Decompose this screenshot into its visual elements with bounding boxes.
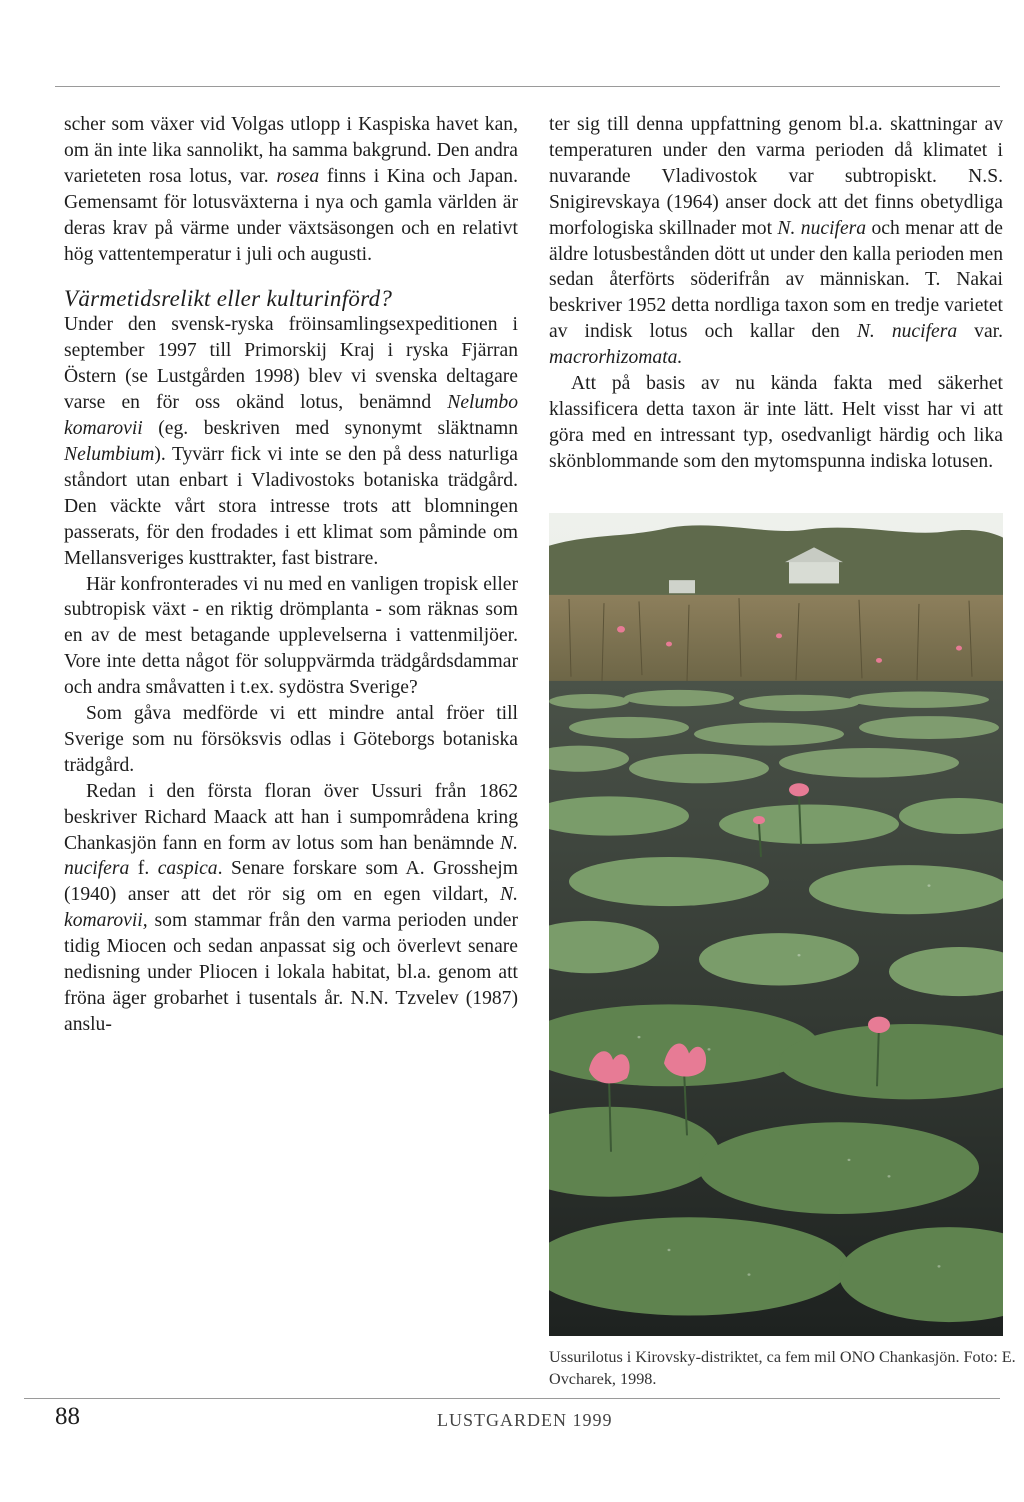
left-paragraph-3: Här konfronterades vi nu med en vanligen tropisk eller subtropisk växt - en riktig drömplanta - som räknas som en av de mest betagande upplevelserna i vattenmiljöer. Vore inte detta något för soluppvärmda trädgårdsdammar och andra småvatten i t.ex. sydöstra Sverige? [64,573,518,699]
left-column [64,112,518,1038]
text-run: scher som växer vid Volgas utlopp i Kaspiska havet kan, om än inte lika sannolikt, ha samma bakgrund. Den andra varieteten rosa lotus, var. [64,114,518,187]
top-rule [55,86,1000,87]
taxon-rosea: rosea [276,165,320,187]
reed-bank [549,595,1003,685]
text-run: ter sig till denna uppfattning genom bl.a. skattningar av temperaturen under den varma perioden då klimatet i nuvarande Vladivostok var subtropiskt. N.S. Snigirevskaya (1964) anser dock att det finns obetydliga morfologiska skillnader mot [549,114,1003,239]
taxon-caspica: caspica [157,858,218,880]
text-run: Under den svensk-ryska fröinsamlingsexpeditionen i september 1997 till Primorskij Kraj i ryska Fjärran Östern (se Lustgården 1998) blev vi svenska deltagare varse en för oss okänd lotus, benämnd [64,314,518,414]
text-run: och menar att de äldre lotusbestånden dött ut under den kalla perioden men sedan återförts söderifrån av människan. T. Nakai beskriver 1952 detta nordliga taxon som en tredje varietet av indisk lotus och kallar den [549,217,1003,343]
running-footer: LUSTGARDEN 1999 [437,1410,613,1430]
distant-shed [669,580,695,593]
taxon-nelumbium: Nelumbium [64,443,155,465]
taxon-nelumbo-komarovii: Nelumbo komarovii [64,392,518,440]
taxon-n-nucifera: N. nucifera [777,217,867,239]
left-paragraph-4: Som gåva medförde vi ett mindre antal fröer till Sverige som nu försöksvis odlas i Göteborgs botaniska trädgård. [64,703,518,776]
text-run: som stammar från den varma perioden under tidig Miocen och sedan anpassat sig och överlevt senare nedisning under Pliocen i lokala habitat, bl.a. genom att fröna äger grobarhet i tusentals år. N.N. Tzvelev (1987) anslu- [64,910,518,1035]
photo-caption: Ussurilotus i Kirovsky-distriktet, ca fem mil ONO Chankasjön. Foto: E. Ovcharek, 1998. [549,1348,1016,1388]
text-run: . Senare forskare som A. Grosshejm (1940) anser att det rör sig om en egen vildart, [64,858,518,906]
section-heading: Värmetidsrelikt eller kulturinförd? [64,286,393,312]
taxon-macrorhizomata: macrorhizomata. [549,347,683,369]
left-paragraph-5 [64,779,518,1038]
distant-house [789,560,839,583]
lotus-photo [549,513,1003,1336]
near-leaves [549,1004,1003,1322]
taxon-n-nucifera: N. nucifera [64,832,518,880]
lotus-photo-illustration [549,513,1003,1336]
left-paragraph-1 [64,112,518,267]
text-run: ). Tyvärr fick vi inte se den på dess naturliga ståndort utan enbart i Vladivostoks botaniska trädgård. Den väckte vårt stora intresse trots att blomningen passerats, för den frodades i ett klimat som påminde om Mellansveriges kusttrakter, fast bistrare. [64,443,518,569]
bottom-rule [24,1398,1000,1399]
right-paragraph-2: Att på basis av nu kända fakta med säkerhet klassificera detta taxon är inte lätt. Helt visst har vi att göra med en intressant typ, osedvanligt härdig och lika skönblommande som den mytomspunna indiska lotusen. [549,373,1003,472]
right-column [549,112,1003,475]
text-run: var. [957,321,1004,343]
taxon-n-nucifera: N. nucifera [856,321,958,343]
page-number: 88 [55,1403,80,1430]
text-run: Redan i den första floran över Ussuri från 1862 beskriver Richard Maack att han i sumpområdena kring Chankasjön fann en form av lotus som han benämnde [64,780,518,854]
text-run: (eg. beskriven med synonymt släktnamn [142,418,518,440]
text-run: finns i Kina och Japan. Gemensamt för lotusväxterna i nya och gamla världen är deras krav på värme under växtsäsongen och en relativt hög vattentemperatur i juli och augusti. [64,165,518,265]
taxon-n-komarovii: N. komarovii, [64,884,518,932]
left-paragraph-2 [64,312,518,571]
right-paragraph-1 [549,112,1003,371]
text-run: f. [129,858,158,880]
